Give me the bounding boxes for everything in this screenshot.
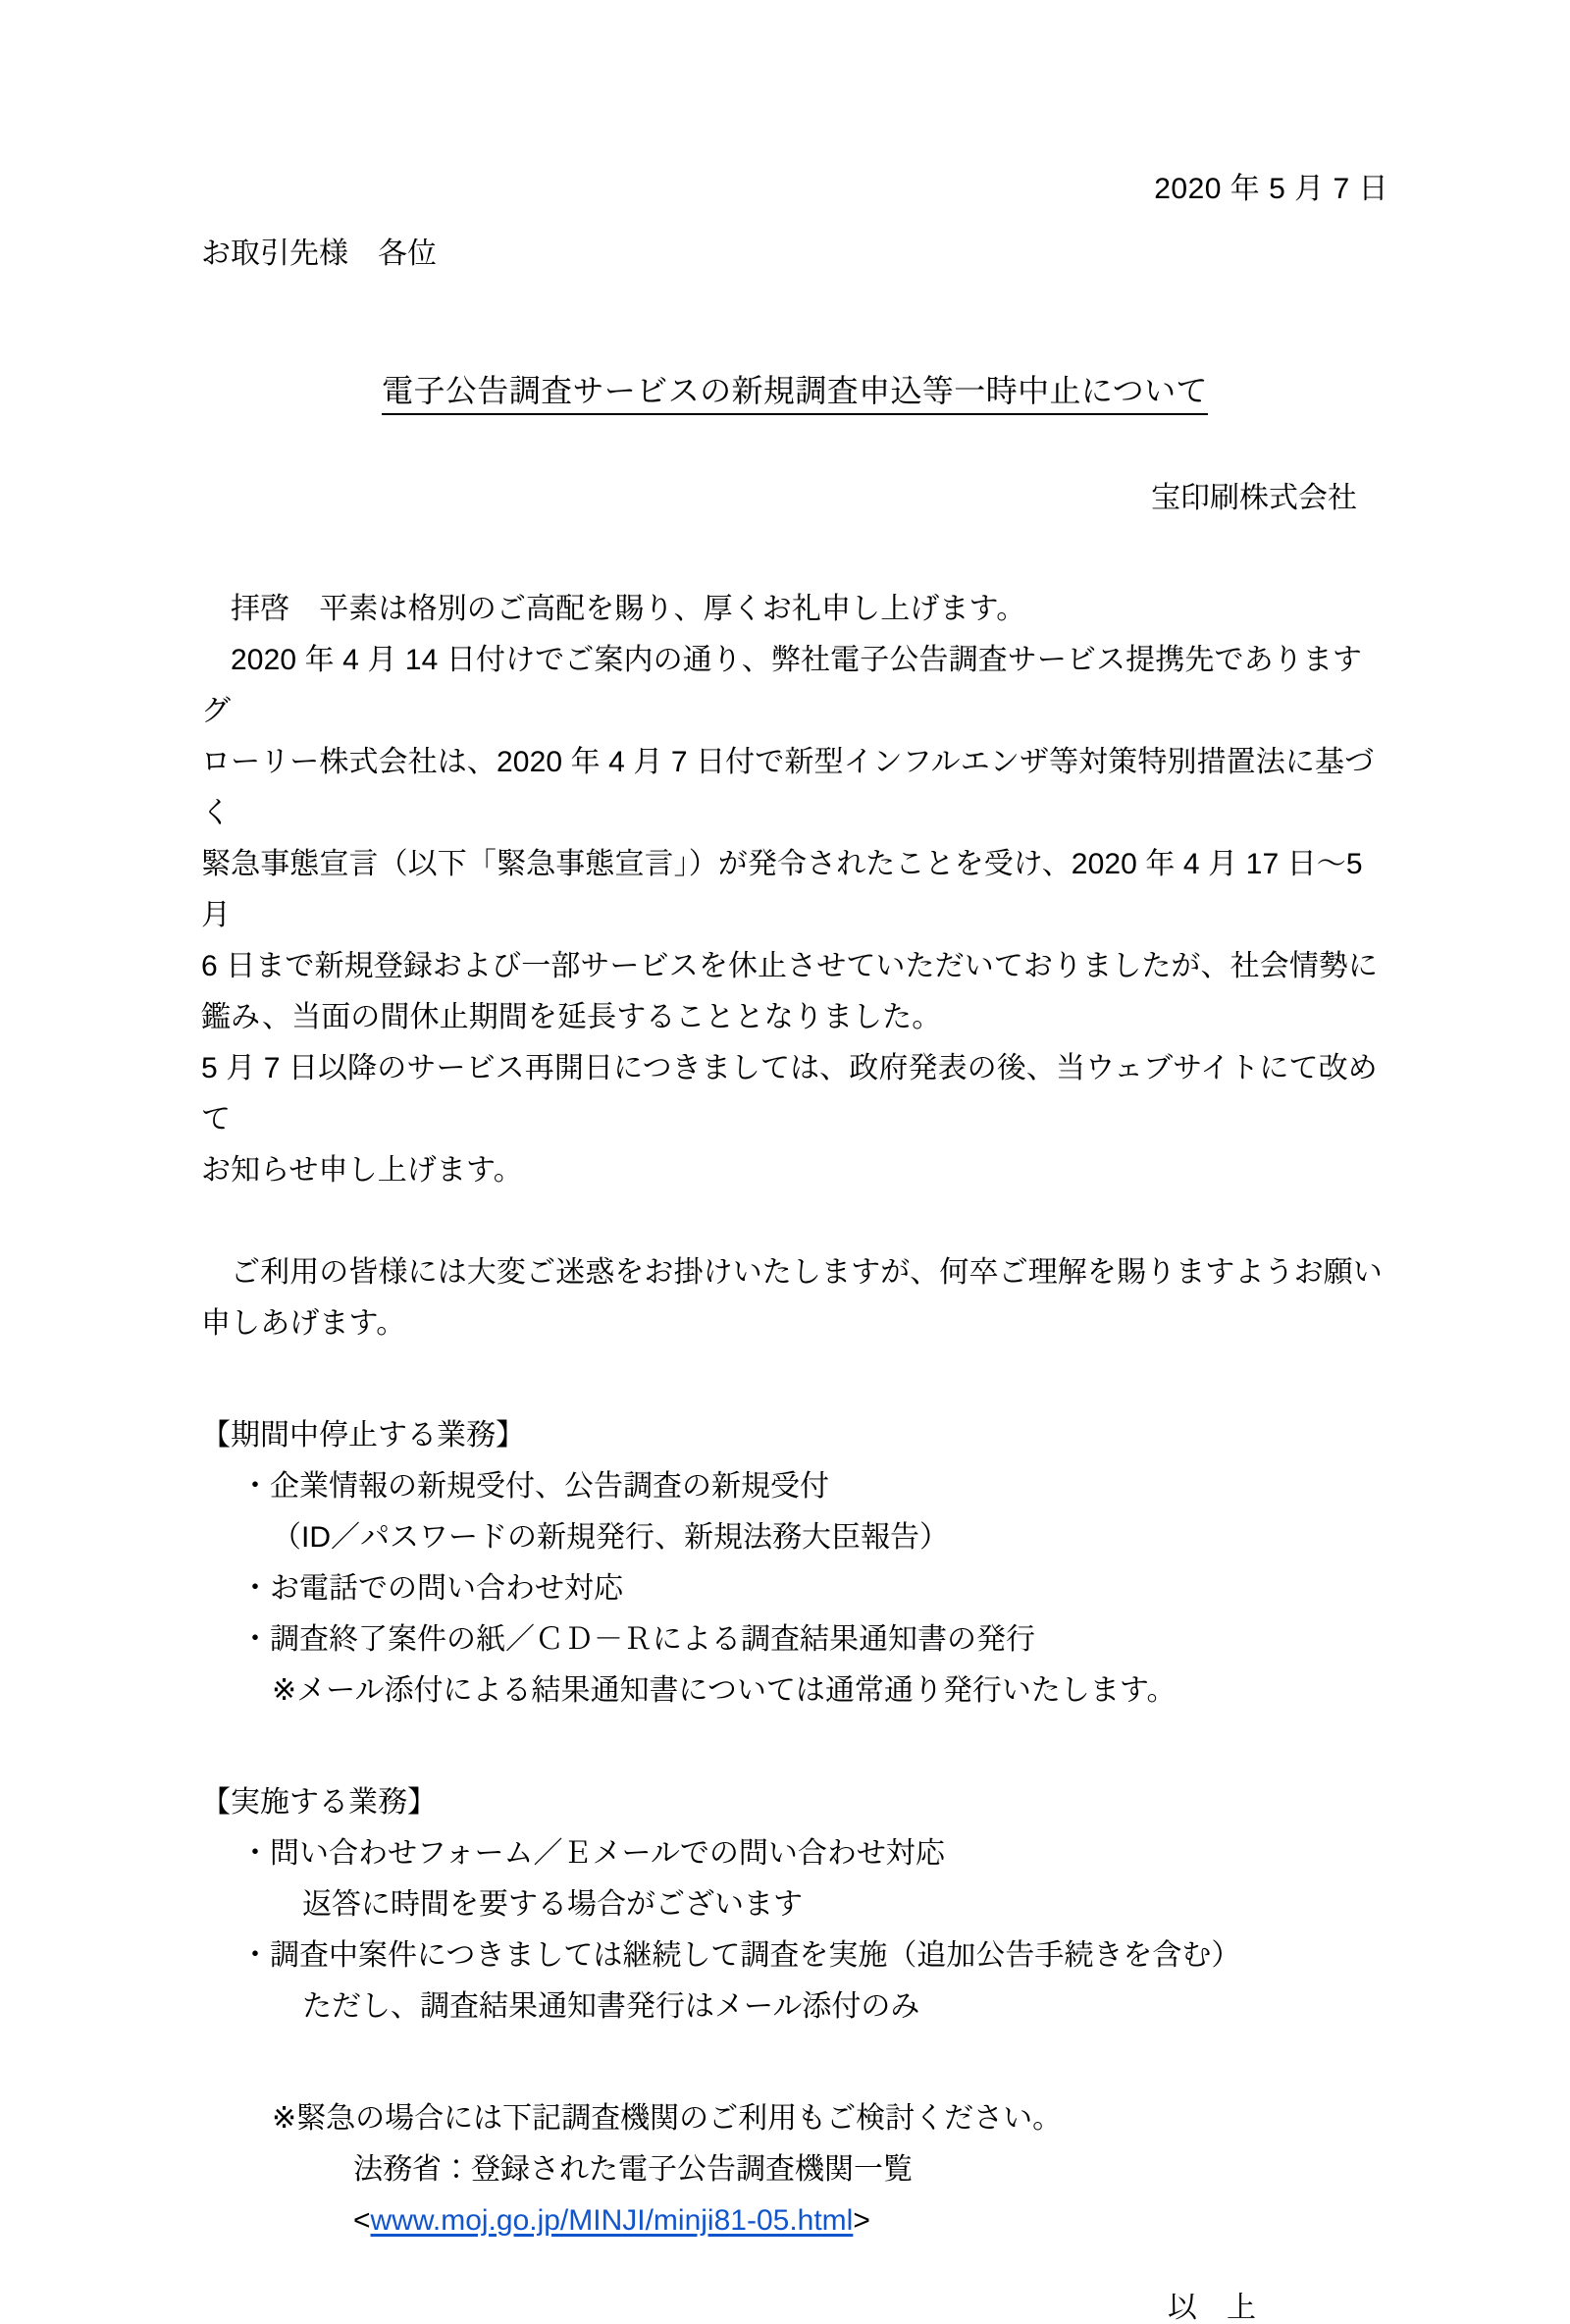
document-title-wrapper [201, 375, 1388, 415]
document-content [201, 0, 1388, 2323]
suspended-services-section [201, 1410, 1388, 1717]
url-close-bracket: > [853, 2204, 870, 2237]
closing-mark: 以 上 [1168, 2292, 1256, 2324]
paragraph2-line1: 5 月 7 日以降のサービス再開日につきましては、政府発表の後、当ウェブサイトにて改めて [201, 1052, 1378, 1136]
section-spacer-1 [201, 1349, 1388, 1410]
body-block [201, 584, 1388, 1349]
paragraph1-line3: 緊急事態宣言（以下「緊急事態宣言」）が発令されたことを受け、2020 年 4 月 17 日～5 月 [201, 848, 1372, 931]
list-item: ただし、調査結果通知書発行はメール添付のみ [302, 1990, 920, 2023]
active-section-heading: 【実施する業務】 [201, 1786, 437, 1819]
paragraph2-line2: お知らせ申し上げます。 [201, 1154, 523, 1187]
section-spacer-2 [201, 1717, 1388, 1777]
reference-section [201, 2093, 1388, 2246]
page-title: 電子公告調査サービスの新規調査申込等一時中止について [382, 375, 1208, 415]
paragraph1-line2: ローリー株式会社は、2020 年 4 月 7 日付で新型インフルエンザ等対策特別措置法に基づく [201, 746, 1375, 829]
paragraph1-line1: 2020 年 4 月 14 日付けでご案内の通り、弊社電子公告調査サービス提携先でありますグ [201, 644, 1362, 727]
section-spacer-3 [201, 2033, 1388, 2093]
list-item: ・調査中案件につきましては継続して調査を実施（追加公告手続きを含む） [240, 1939, 1241, 1972]
emergency-note: ※緊急の場合には下記調査機関のご利用もご検討ください。 [272, 2102, 1063, 2135]
paragraph-spacer-1 [201, 1196, 1388, 1247]
list-item: ・お電話での問い合わせ対応 [240, 1572, 623, 1605]
list-item: ・調査終了案件の紙／ＣＤ－Ｒによる調査結果通知書の発行 [240, 1623, 1035, 1656]
paragraph1-line5: 鑑み、当面の間休止期間を延長することとなりました。 [201, 1001, 942, 1033]
paragraph1-line4: 6 日まで新規登録および一部サービスを休止させていただいておりましたが、社会情勢に [201, 950, 1379, 982]
list-item: ・問い合わせフォーム／Ｅメールでの問い合わせ対応 [240, 1837, 945, 1870]
sender-company: 宝印刷株式会社 [1151, 482, 1357, 514]
greeting-line: 拝啓 平素は格別のご高配を賜り、厚くお礼申し上げます。 [231, 593, 1026, 625]
paragraph3-line2: 申しあげます。 [201, 1307, 406, 1340]
moj-url-line [201, 2195, 1388, 2246]
active-services-section [201, 1777, 1388, 2033]
list-item: 返答に時間を要する場合がございます [302, 1888, 803, 1921]
list-item: ※メール添付による結果通知書については通常通り発行いたします。 [272, 1674, 1177, 1707]
moj-label: 法務省：登録された電子公告調査機関一覧 [353, 2153, 913, 2186]
list-item: ・企業情報の新規受付、公告調査の新規受付 [240, 1470, 829, 1503]
list-item: （ID／パスワードの新規発行、新規法務大臣報告） [272, 1521, 949, 1554]
addressee-line: お取引先様 各位 [201, 238, 437, 270]
moj-url-link[interactable]: www.moj.go.jp/MINJI/minji81-05.html [370, 2204, 854, 2237]
suspended-section-heading: 【期間中停止する業務】 [201, 1419, 525, 1452]
paragraph3-line1: ご利用の皆様には大変ご迷惑をお掛けいたしますが、何卒ご理解を賜りますようお願い [231, 1256, 1383, 1289]
document-date: 2020 年 5 月 7 日 [1154, 173, 1388, 205]
url-open-bracket: < [353, 2204, 371, 2237]
